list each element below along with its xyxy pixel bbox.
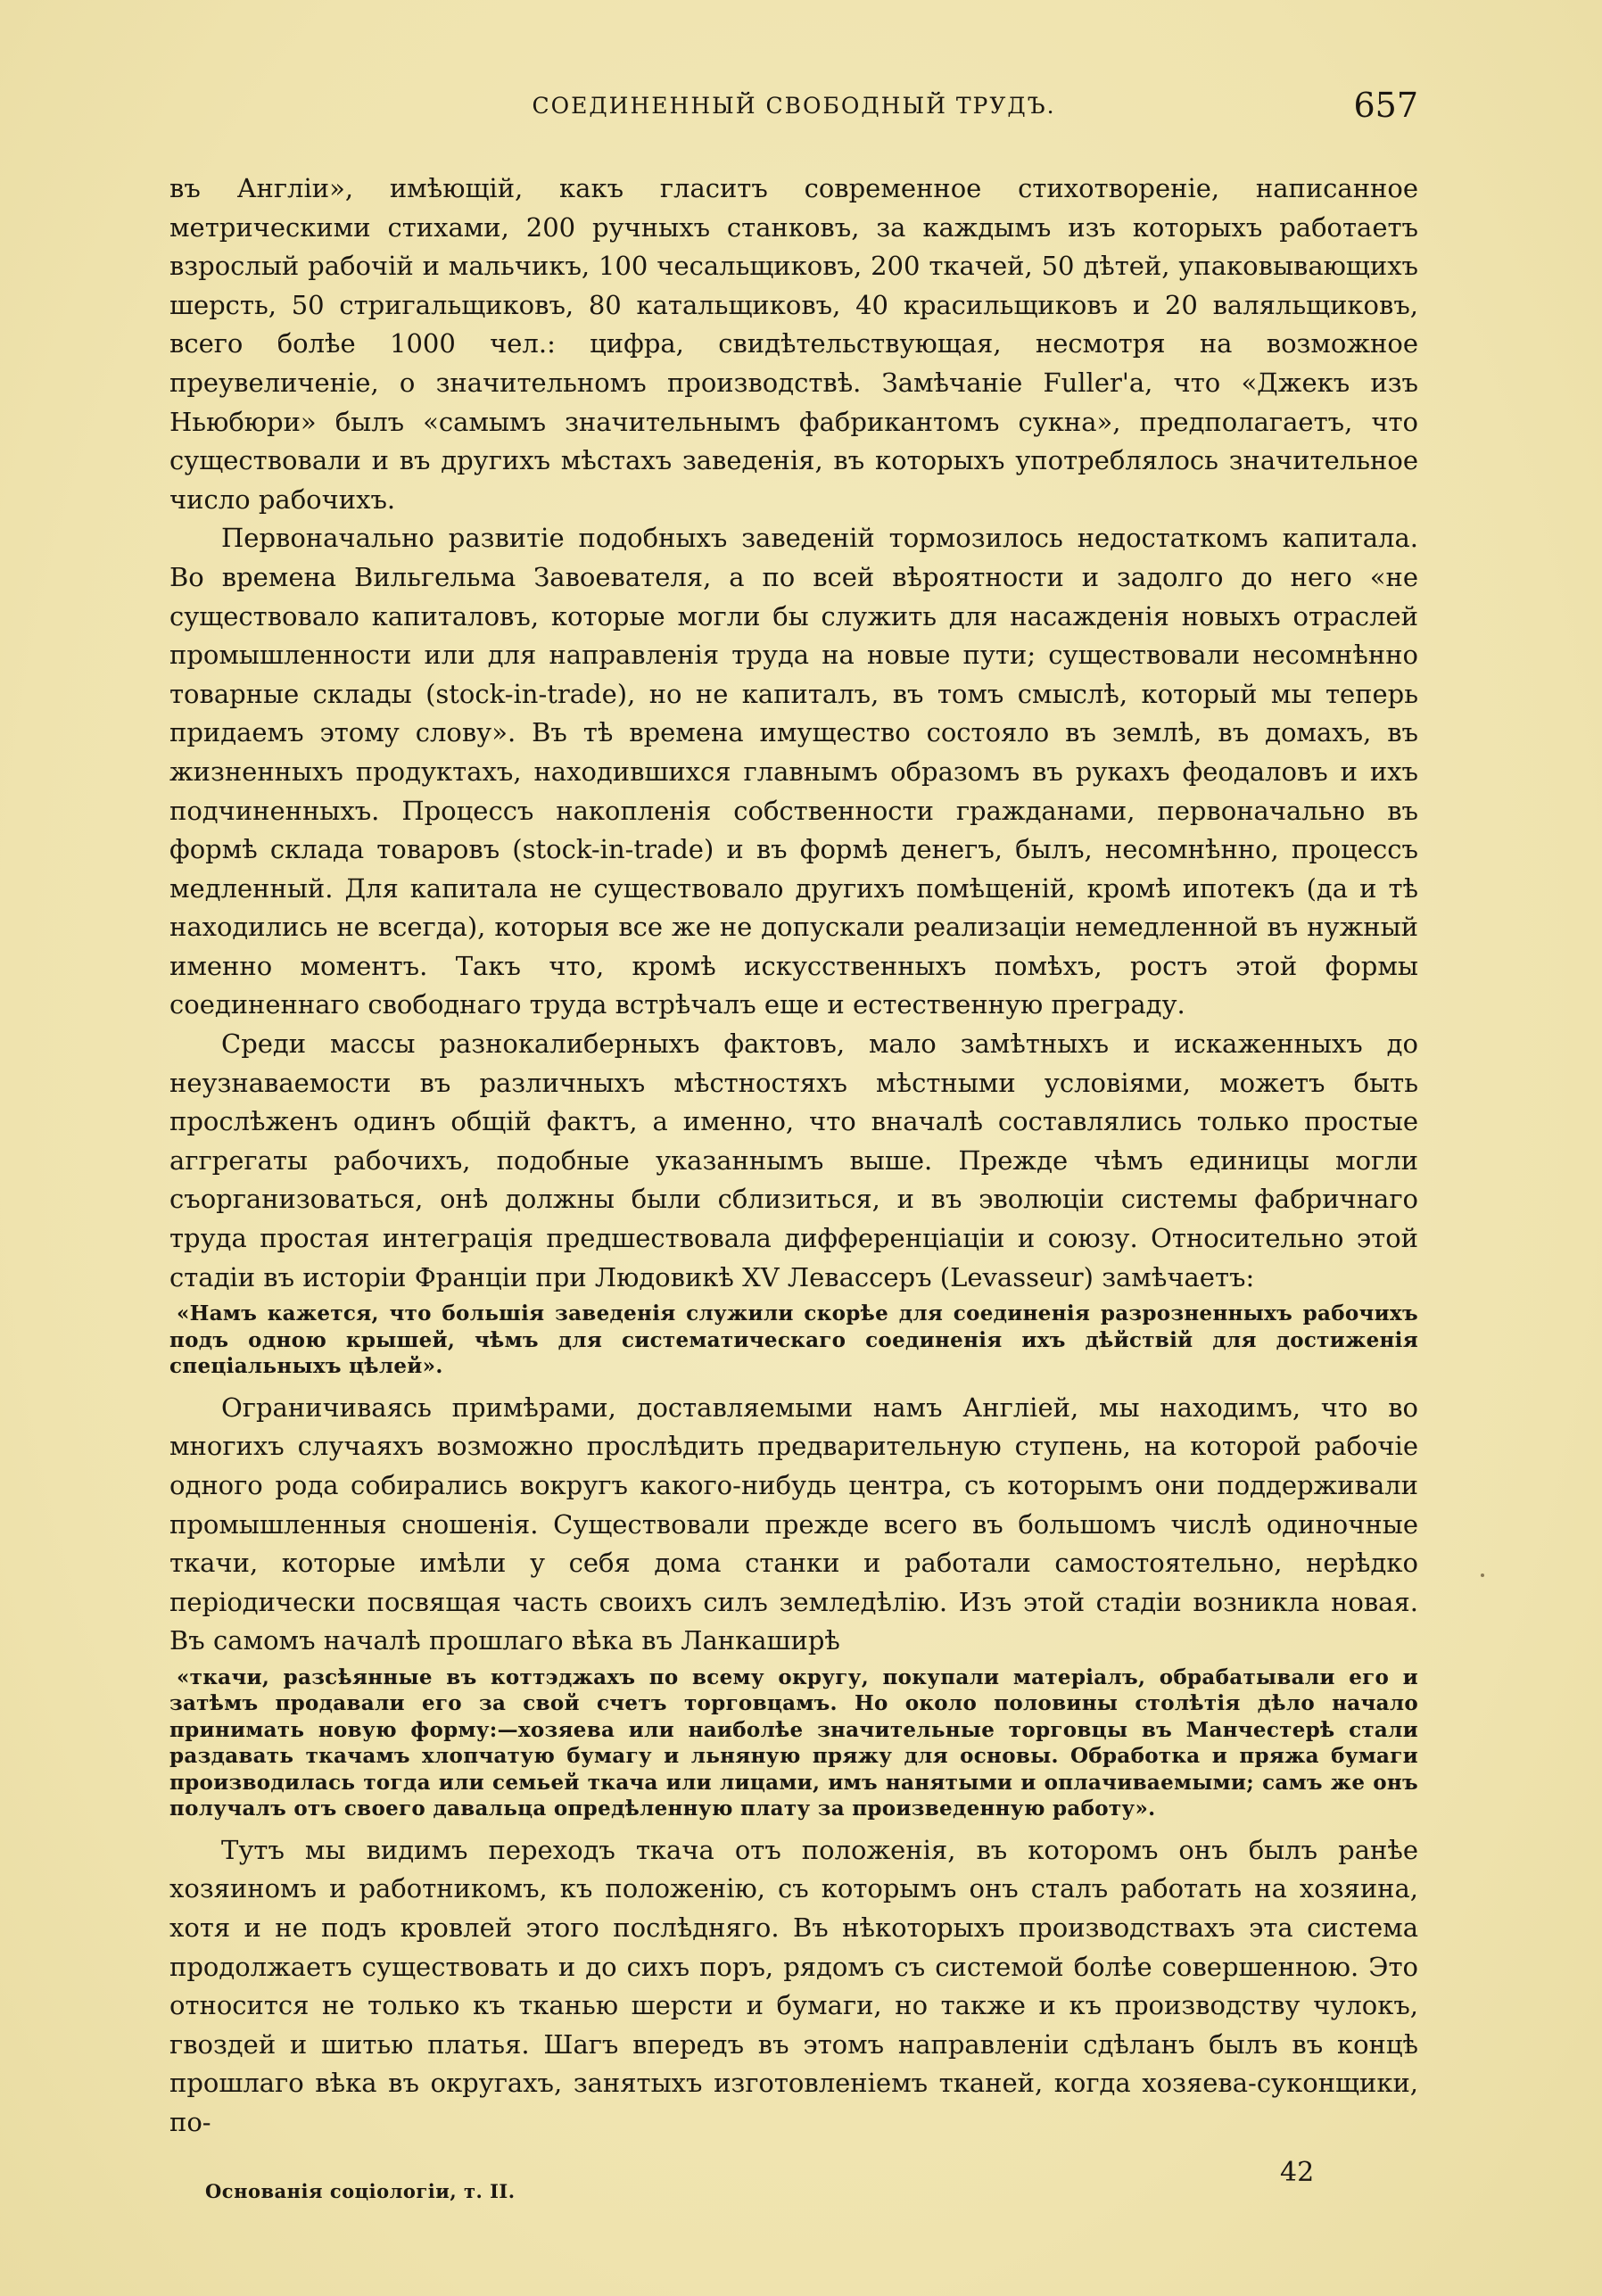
paragraph-4: Ограничиваясь примѣрами, доставляемыми намъ Англіей, мы находимъ, что во многихъ случаяхъ возможно прослѣдить предварительную ступень, на которой рабочіе одного рода собирались вокругъ какого-нибудь центра, съ которымъ они поддерживали промышленныя сношенія. Существовали прежде всего въ большомъ числѣ одиночные ткачи, которые имѣли у себя дома станки и работали самостоятельно, нерѣдко періодически посвящая часть своихъ силъ земледѣлію. Изъ этой стадіи возникла новая. Въ самомъ началѣ прошлаго вѣка въ Ланкаширѣ <box>169 1392 1418 1656</box>
sheet-number: 42 <box>1280 2157 1315 2188</box>
printer-signature: Основанія соціологіи, т. II. <box>205 2180 516 2202</box>
paragraph-1: въ Англіи», имѣющій, какъ гласитъ современное стихотвореніе, написанное метрическими стихами, 200 ручныхъ станковъ, за каждымъ изъ которыхъ работаетъ взрослый рабочій и мальчикъ, 100 чесальщиковъ, 200 ткачей, 50 дѣтей, упаковывающихъ шерсть, 50 стригальщиковъ, 80 катальщиковъ, 40 красильщиковъ и 20 валяльщиковъ, всего болѣе 1000 чел.: цифра, свидѣтельствующая, несмотря на возможное преувеличеніе, о значительномъ производствѣ. Замѣчаніе Fuller'а, что «Джекъ изъ Ньюбюри» былъ «самымъ значительнымъ фабрикантомъ сукна», предполагаетъ, что существовали и въ другихъ мѣстахъ заведенія, въ которыхъ употреблялось значительное число рабочихъ. <box>169 173 1418 515</box>
body-text <box>169 169 1418 2143</box>
running-title: СОЕДИНЕННЫЙ СВОБОДНЫЙ ТРУДЪ. <box>532 93 1056 119</box>
paragraph-5: Тутъ мы видимъ переходъ ткача отъ положенія, въ которомъ онъ былъ ранѣе хозяиномъ и работникомъ, къ положенію, съ которымъ онъ сталъ работать на хозяина, хотя и не подъ кровлей этого послѣдняго. Въ нѣкоторыхъ производствахъ эта система продолжаетъ существовать и до сихъ поръ, рядомъ съ системой болѣе совершенною. Это относится не только къ тканью шерсти и бумаги, но также и къ производству чулокъ, гвоздей и шитью платья. Шагъ впередъ въ этомъ направленіи сдѣланъ былъ въ концѣ прошлаго вѣка въ округахъ, занятыхъ изготовленіемъ тканей, когда хозяева-суконщики, по- <box>169 1834 1418 2138</box>
paragraph-3: Среди массы разнокалиберныхъ фактовъ, мало замѣтныхъ и искаженныхъ до неузнаваемости въ различныхъ мѣстностяхъ мѣстными условіями, можетъ быть прослѣженъ одинъ общій фактъ, а именно, что вначалѣ составлялись только простые аггрегаты рабочихъ, подобные указаннымъ выше. Прежде чѣмъ единицы могли съорганизоваться, онѣ должны были сблизиться, и въ эволюціи системы фабричнаго труда простая интеграція предшествовала дифференціаціи и союзу. Относительно этой стадіи въ исторіи Франціи при Людовикѣ XV Левассеръ (Levasseur) замѣчаетъ: <box>169 1028 1418 1293</box>
block-quote-levasseur: «Намъ кажется, что большія заведенія служили скорѣе для соединенія разрозненныхъ рабочихъ подъ одною крышей, чѣмъ для систематическаго соединенія ихъ дѣйствій для достиженія спеціальныхъ цѣлей». <box>169 1301 1418 1379</box>
paper-speck <box>1481 1573 1484 1577</box>
page-footer <box>169 2157 1418 2210</box>
paragraph-2: Первоначально развитіе подобныхъ заведеній тормозилось недостаткомъ капитала. Во времена Вильгельма Завоевателя, а по всей вѣроятности и задолго до него «не существовало капиталовъ, которые могли бы служить для насажденія новыхъ отраслей промышленности или для направленія труда на новые пути; существовали несомнѣнно товарные склады (stock-in-trade), но не капиталъ, въ томъ смыслѣ, который мы теперь придаемъ этому слову». Въ тѣ времена имущество состояло въ землѣ, въ домахъ, въ жизненныхъ продуктахъ, находившихся главнымъ образомъ въ рукахъ феодаловъ и ихъ подчиненныхъ. Процессъ накопленія собственности гражданами, первоначально въ формѣ склада товаровъ (stock-in-trade) и въ формѣ денегъ, былъ, несомнѣнно, процессъ медленный. Для капитала не существовало другихъ помѣщеній, кромѣ ипотекъ (да и тѣ находились не всегда), которыя все же не допускали реализаціи немедленной въ нужный именно моментъ. Такъ что, кромѣ искусственныхъ помѣхъ, ростъ этой формы соединеннаго свободнаго труда встрѣчалъ еще и естественную преграду. <box>169 523 1418 1020</box>
page-header <box>169 86 1418 130</box>
block-quote-lancashire: «ткачи, разсѣянные въ коттэджахъ по всему округу, покупали матеріалъ, обрабатывали его и затѣмъ продавали его за свой счетъ торговцамъ. Но около половины столѣтія дѣло начало принимать новую форму:—хозяева или наиболѣе значительные торговцы въ Манчестерѣ стали раздавать ткачамъ хлопчатую бумагу и льняную пряжу для основы. Обработка и пряжа бумаги производилась тогда или семьей ткача или лицами, имъ нанятыми и оплачиваемыми; самъ же онъ получалъ отъ своего давальца опредѣленную плату за произведенную работу». <box>169 1664 1418 1821</box>
page-number: 657 <box>1353 86 1418 125</box>
